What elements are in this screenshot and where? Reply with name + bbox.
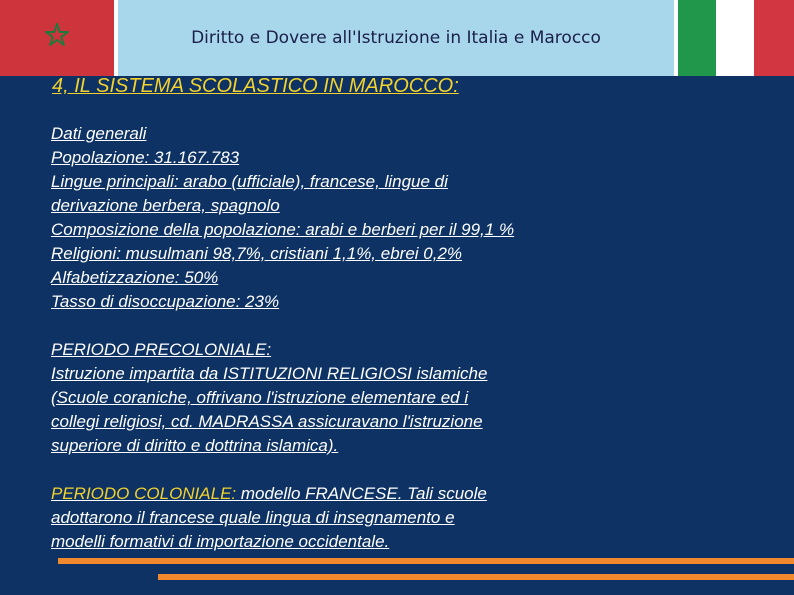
precolonial-line: Istruzione impartita da ISTITUZIONI RELIGIOSI islamiche <box>51 364 488 383</box>
spacer <box>51 458 651 482</box>
precolonial-line: (Scuole coraniche, offrivano l'istruzione elementare ed i <box>51 388 469 407</box>
precolonial-line: superiore di diritto e dottrina islamica). <box>51 436 339 455</box>
general-line: Popolazione: 31.167.783 <box>51 148 240 167</box>
decorative-stripe-bottom <box>158 574 794 580</box>
decorative-stripe-top <box>58 558 794 564</box>
spacer <box>51 314 651 338</box>
general-line: Tasso di disoccupazione: 23% <box>51 292 280 311</box>
title-box <box>118 0 674 76</box>
italy-flag <box>678 0 794 76</box>
colonial-heading: PERIODO COLONIALE: <box>51 484 241 503</box>
header-banner <box>0 0 794 76</box>
italy-flag-white <box>716 0 754 76</box>
general-line: Alfabetizzazione: 50% <box>51 268 219 287</box>
section-heading: 4, IL SISTEMA SCOLASTICO IN MAROCCO: <box>52 75 459 94</box>
precolonial-heading: PERIODO PRECOLONIALE: <box>51 340 272 359</box>
precolonial-line: collegi religiosi, cd. MADRASSA assicuravano l'istruzione <box>51 412 483 431</box>
pentagram-star-icon <box>45 23 69 47</box>
morocco-flag <box>0 0 114 76</box>
colonial-line: adottarono il francese quale lingua di insegnamento e <box>51 508 455 527</box>
content-body <box>51 122 651 554</box>
colonial-first-line <box>51 482 651 506</box>
general-line: Religioni: musulmani 98,7%, cristiani 1,1%, ebrei 0,2% <box>51 244 463 263</box>
general-heading: Dati generali <box>51 124 147 143</box>
page-title: Diritto e Dovere all'Istruzione in Italia e Marocco <box>191 28 601 48</box>
colonial-line: modelli formativi di importazione occidentale. <box>51 532 390 551</box>
general-line: Lingue principali: arabo (ufficiale), francese, lingue di <box>51 172 448 191</box>
general-line: derivazione berbera, spagnolo <box>51 196 280 215</box>
italy-flag-red <box>754 0 794 76</box>
italy-flag-green <box>678 0 716 76</box>
colonial-first-line-rest: modello FRANCESE. Tali scuole <box>240 484 487 503</box>
general-line: Composizione della popolazione: arabi e berberi per il 99,1 % <box>51 220 515 239</box>
